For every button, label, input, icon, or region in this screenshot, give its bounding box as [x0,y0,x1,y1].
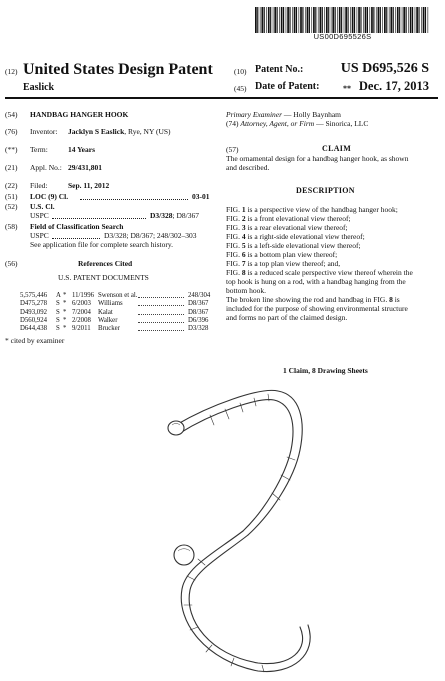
ref-number: 5,575,446 [20,292,48,299]
barcode-bar [341,7,342,33]
ref-class: D8/367 [188,300,209,308]
barcode-bar [428,7,429,33]
barcode-bar [305,7,306,33]
figure-text: bottom hook. [226,286,267,295]
barcode-bar [365,7,367,33]
barcode-bar [279,7,280,33]
broken-line-text [226,295,400,304]
code-56: (56) [5,259,18,268]
code-76: (76) [5,127,18,136]
barcode-bar [380,7,381,33]
barcode-bar [373,7,374,33]
barcode-bar [299,7,300,33]
barcode-bar [399,7,400,33]
barcode-bar [418,7,419,33]
figure-number: 2 [241,214,246,223]
barcode-bar [367,7,368,33]
ref-name: Kalat [98,308,113,316]
code-74: (74) [226,119,239,128]
barcode-bar [421,7,422,33]
code-58: (58) [5,222,18,231]
barcode-bar [350,7,351,33]
barcode-bar [255,7,257,33]
ref-name: Swenson et al. [98,292,138,299]
barcode-bar [268,7,270,33]
appl-no-value: 29/431,801 [68,163,102,172]
barcode-bar [395,7,396,33]
cited-by-examiner-note: * cited by examiner [5,336,65,345]
figure-description-line [226,250,337,259]
inventor-name: Jacklyn S Easlick [68,127,125,136]
figure-text: FIG. [226,205,242,214]
ref-name: Brucker [98,325,120,333]
barcode-bar [397,7,399,33]
barcode-bar [337,7,338,33]
barcode-bar [360,7,361,33]
barcode-bar [260,7,261,33]
figure-text: FIG. [226,223,242,232]
us-class-uspc-label: USPC [30,211,49,220]
figure-number: 4 [241,232,246,241]
barcode-bar [371,7,373,33]
leader-dots [138,297,184,298]
ref-class: D3/328 [188,325,209,333]
leader-dots [80,199,188,200]
barcode-bar [382,7,383,33]
barcode-bar [403,7,405,33]
barcode-bar [324,7,325,33]
barcode-bar [386,7,387,33]
figure-text: is a left-side elevational view thereof; [245,241,361,250]
figure-description-line [226,223,348,232]
barcode-bar [357,7,358,33]
code-12: (12) [5,67,18,76]
claim-line: and described. [226,163,270,172]
barcode-number: US00D695526S [313,32,372,41]
description-heading: DESCRIPTION [296,186,355,195]
figure-description-line [226,277,406,286]
figure-description-line [226,286,266,295]
barcode-bar [345,7,347,33]
hanger-hook-drawing [150,365,325,675]
attorney-label: Attorney, Agent, or Firm [240,119,315,128]
figure-text: FIG. [226,214,242,223]
leader-dots [138,314,184,315]
figure-text: is a right-side elevational view thereof; [245,232,365,241]
us-class-primary: D3/328 [150,211,173,220]
barcode-bar [289,7,290,33]
figure-text: is a bottom plan view thereof; [245,250,338,259]
appl-no-label: Appl. No.: [30,163,62,172]
barcode-bar [348,7,349,33]
code-52: (52) [5,202,18,211]
figure-number: 1 [241,205,246,214]
barcode-bar [410,7,412,33]
figure-text: top hook is hung on a rod, with a handbag hanging from the [226,277,406,286]
figure-text: is a rear elevational view thereof; [245,223,348,232]
patent-number-label: Patent No.: [255,64,304,75]
us-patent-docs-heading: U.S. PATENT DOCUMENTS [58,273,149,282]
ref-kind: S [56,316,60,324]
references-cited-heading: References Cited [78,259,133,268]
figure-description-line [226,259,340,268]
ref-kind: A [56,292,61,299]
barcode-bar [331,7,332,33]
barcode-bar [294,7,296,33]
barcode-bar [274,7,276,33]
inventor-label: Inventor: [30,127,58,136]
us-class-value [150,211,199,220]
barcode-bar [415,7,416,33]
barcode-bar [406,7,407,33]
leader-dots [52,218,146,219]
code-21: (21) [5,163,18,172]
code-45: (45) [234,84,247,93]
date-of-patent: Dec. 17, 2013 [358,79,429,93]
barcode-bar [339,7,341,33]
barcode-bar [261,7,263,33]
ref-date: 7/2004 [72,308,91,316]
ref-number: D475,278 [20,300,47,308]
filed-label: Filed: [30,181,48,190]
figure-number: 3 [241,223,246,232]
dash: — [282,110,294,119]
ref-class: D6/396 [188,316,209,324]
broken-line-text [226,304,408,313]
barcode-bar [358,7,360,33]
barcode-bar [354,7,355,33]
patent-number: US D695,526 S [340,61,429,76]
barcode-bar [311,7,312,33]
ref-class: 248/304 [188,292,211,299]
figure-description-line [226,205,398,214]
ref-kind: S [56,300,60,308]
claim-heading: CLAIM [322,144,352,153]
figure-text: FIG. [226,241,242,250]
barcode-bar [390,7,392,33]
inventor-location: , Rye, NY (US) [124,127,171,136]
figure-text: FIG. [226,268,242,277]
barcode-bar [281,7,283,33]
design-title: HANDBAG HANGER HOOK [30,110,129,119]
barcode-bar [384,7,386,33]
barcode-bar [309,7,310,33]
primary-examiner [226,110,341,119]
barcode-bar [344,7,345,33]
ref-star: * [63,308,67,316]
search-uspc-value: D3/328; D8/367; 248/302–303 [104,231,197,240]
ref-kind: S [56,325,60,333]
ref-date: 9/2011 [72,325,91,333]
ref-star: * [63,316,67,324]
barcode-bar [335,7,336,33]
barcode-bar [376,7,377,33]
term-extension-stars: ** [343,84,351,93]
broken-line-fragment: and forms no part of the claimed design. [226,313,348,322]
barcode-bar [273,7,274,33]
search-field-label: Field of Classification Search [30,222,124,231]
leader-dots [52,238,100,239]
dash: — [314,119,326,128]
loc-class-value: 03-01 [192,192,210,201]
barcode-bar [264,7,265,33]
code-51: (51) [5,192,18,201]
primary-examiner-label: Primary Examiner [226,110,283,119]
broken-line-fragment: is [392,295,400,304]
leader-dots [138,322,184,323]
barcode-bar [286,7,287,33]
barcode-bar [363,7,364,33]
claims-and-sheets: 1 Claim, 8 Drawing Sheets [283,366,368,375]
barcode-bar [283,7,284,33]
ref-name: Walker [98,316,118,324]
attorney-name: Sinorica, LLC [325,119,369,128]
figure-number: 8 [241,268,246,277]
figure-description-line [226,241,361,250]
barcode-bar [266,7,267,33]
ref-number: D644,438 [20,325,47,333]
figure-description-line [226,268,413,277]
code-54: (54) [5,110,18,119]
barcode-bar [320,7,322,33]
barcode-bar [313,7,315,33]
barcode-bar [393,7,394,33]
barcode-bar [402,7,403,33]
barcode-bar [408,7,409,33]
barcode-bar [370,7,371,33]
barcode-bar [423,7,425,33]
claim-line: The ornamental design for a handbag hanger hook, as shown [226,154,409,163]
figure-description-line [226,232,365,241]
search-note: See application file for complete search history. [30,240,174,249]
figure-number: 5 [241,241,246,250]
barcode-bar [257,7,258,33]
barcode-bar [416,7,418,33]
term-value: 14 Years [68,145,96,154]
ref-name: Williams [98,300,123,308]
barcode-bar [389,7,390,33]
figure-text: FIG. [226,250,242,259]
filed-value: Sep. 11, 2012 [68,181,110,190]
primary-examiner-name: Holly Baynham [293,110,341,119]
header-rule [5,97,438,99]
barcode-bar [318,7,319,33]
leader-dots [138,305,184,306]
ref-star: * [63,325,67,333]
ref-star: * [63,292,67,299]
inventor-field [68,127,171,136]
ref-kind: S [56,308,60,316]
code-10: (10) [234,67,247,76]
attorney [226,119,368,128]
barcode-bar [292,7,293,33]
broken-line-fragment: The broken line showing the rod and handbag in FIG. [226,295,390,304]
figure-number: 6 [241,250,246,259]
barcode-bar [302,7,303,33]
figure-text: is a reduced scale perspective view thereof wherein the [245,268,413,277]
barcode-image [255,7,430,33]
figure-number: 8 [389,295,393,304]
ref-date: 11/1996 [72,292,95,299]
ref-number: D493,092 [20,308,47,316]
barcode-bar [287,7,289,33]
ref-date: 2/2008 [72,316,91,324]
ref-class: D8/367 [188,308,209,316]
ref-number: D560,924 [20,316,47,324]
document-title: United States Design Patent [23,61,213,78]
barcode-bar [378,7,380,33]
us-class-secondary: ; D8/367 [172,211,199,220]
barcode-bar [296,7,297,33]
figure-text: is a perspective view of the handbag hanger hook; [245,205,398,214]
code-term: (**) [5,145,18,154]
ref-date: 6/2003 [72,300,91,308]
us-class-label: U.S. Cl. [30,202,55,211]
figure-description-line [226,214,351,223]
inventor-surname: Easlick [23,82,55,93]
barcode-bar [328,7,329,33]
broken-line-text [226,313,347,322]
ref-star: * [63,300,67,308]
code-22: (22) [5,181,18,190]
date-of-patent-label: Date of Patent: [255,81,320,92]
code-57: (57) [226,145,239,154]
barcode-bar [425,7,426,33]
barcode-bar [270,7,271,33]
search-uspc-label: USPC [30,231,49,240]
barcode-bar [277,7,278,33]
barcode-bar [322,7,323,33]
figure-text: FIG. [226,232,242,241]
leader-dots [138,330,184,331]
barcode-bar [307,7,309,33]
barcode-bar [326,7,328,33]
barcode-bar [332,7,334,33]
figure-text: is a top plan view thereof; and, [245,259,341,268]
barcode-bar [352,7,354,33]
barcode-bar [300,7,302,33]
barcode-bar [412,7,413,33]
figure-number: 7 [241,259,246,268]
broken-line-fragment: included for the purpose of showing environmental structure [226,304,408,313]
term-label: Term: [30,145,48,154]
barcode-bar [315,7,316,33]
figure-text: FIG. [226,259,242,268]
figure-text: is a front elevational view thereof; [245,214,351,223]
loc-class-label: LOC (9) Cl. [30,192,69,201]
